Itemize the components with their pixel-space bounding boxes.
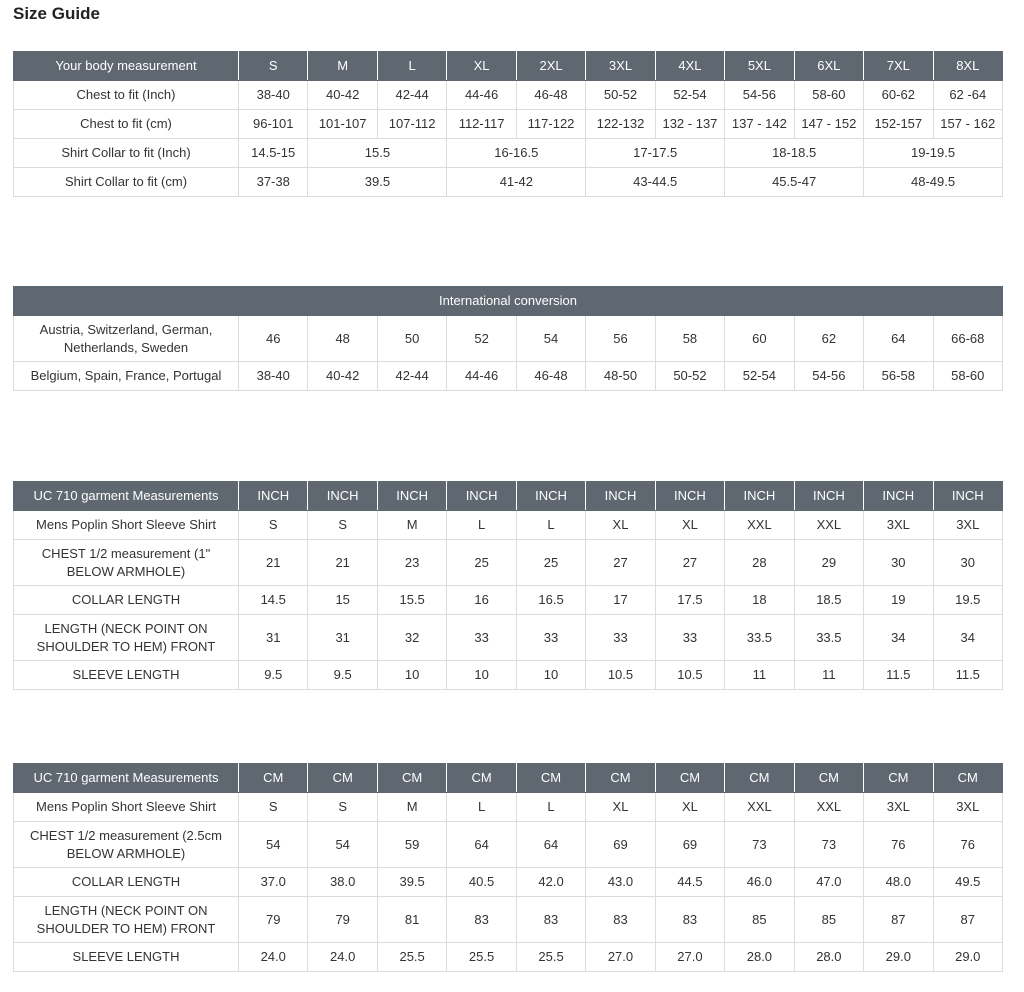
table-row (14, 316, 1003, 362)
table-cell: 79 (308, 897, 377, 943)
table-cell: 33 (447, 615, 516, 661)
column-header: INCH (586, 482, 655, 511)
table-cell: 31 (239, 615, 308, 661)
table-row (14, 168, 1003, 197)
table-cell: 58 (655, 316, 724, 362)
table-cell: 10 (516, 661, 585, 690)
table-cell: 48.0 (864, 868, 933, 897)
table-cell: 44.5 (655, 868, 724, 897)
column-header: INCH (516, 482, 585, 511)
table-cell: 122-132 (586, 110, 655, 139)
table-row (14, 586, 1003, 615)
table-cell: 17.5 (655, 586, 724, 615)
table-cell: XXL (794, 511, 863, 540)
table-cell: 50-52 (586, 81, 655, 110)
column-header: INCH (794, 482, 863, 511)
table-cell: 43-44.5 (586, 168, 725, 197)
table-cell: 66-68 (933, 316, 1002, 362)
row-label: SLEEVE LENGTH (14, 943, 239, 972)
table-cell: 33.5 (725, 615, 794, 661)
table-cell: 21 (239, 540, 308, 586)
column-header: CM (447, 764, 516, 793)
table-cell: 14.5-15 (239, 139, 308, 168)
column-header: INCH (933, 482, 1002, 511)
row-label: COLLAR LENGTH (14, 868, 239, 897)
table-cell: 54 (516, 316, 585, 362)
row-label: Belgium, Spain, France, Portugal (14, 362, 239, 391)
column-header: INCH (308, 482, 377, 511)
table-cell: 76 (933, 822, 1002, 868)
table-cell: 43.0 (586, 868, 655, 897)
table-cell: 31 (308, 615, 377, 661)
table-cell: 62 (794, 316, 863, 362)
row-label: COLLAR LENGTH (14, 586, 239, 615)
column-header: CM (725, 764, 794, 793)
table-cell: 46-48 (516, 362, 585, 391)
table-cell: 9.5 (308, 661, 377, 690)
table-cell: 16 (447, 586, 516, 615)
table-cell: 11 (794, 661, 863, 690)
table-cell: 17 (586, 586, 655, 615)
table-cell: 29.0 (933, 943, 1002, 972)
table-cell: 32 (377, 615, 446, 661)
table-cell: 87 (933, 897, 1002, 943)
row-label: Mens Poplin Short Sleeve Shirt (14, 793, 239, 822)
table-cell: 147 - 152 (794, 110, 863, 139)
table-cell: 137 - 142 (725, 110, 794, 139)
table-cell: 27.0 (586, 943, 655, 972)
table-cell: 48-49.5 (864, 168, 1003, 197)
table-cell: S (308, 511, 377, 540)
table-cell: 11 (725, 661, 794, 690)
table-cell: 132 - 137 (655, 110, 724, 139)
table-cell: 27 (655, 540, 724, 586)
garment-measurements-inch-table (13, 481, 1003, 690)
table-cell: 81 (377, 897, 446, 943)
table-row (14, 868, 1003, 897)
table-row (14, 793, 1003, 822)
column-header: 7XL (864, 52, 933, 81)
table-cell: 10 (447, 661, 516, 690)
column-header: L (377, 52, 446, 81)
body-measurement-table (13, 51, 1003, 197)
table-row (14, 139, 1003, 168)
table-cell: 16-16.5 (447, 139, 586, 168)
table-cell: 37.0 (239, 868, 308, 897)
table-cell: 60-62 (864, 81, 933, 110)
table-cell: 24.0 (308, 943, 377, 972)
column-header: CM (308, 764, 377, 793)
table-cell: 18-18.5 (725, 139, 864, 168)
table-cell: 11.5 (933, 661, 1002, 690)
table-cell: 69 (655, 822, 724, 868)
table-cell: 44-46 (447, 81, 516, 110)
column-header: 5XL (725, 52, 794, 81)
table-cell: 17-17.5 (586, 139, 725, 168)
international-conversion-table (13, 286, 1003, 391)
table-cell: 54-56 (725, 81, 794, 110)
table-cell: 30 (933, 540, 1002, 586)
column-header: INCH (655, 482, 724, 511)
table-cell: L (516, 793, 585, 822)
table-cell: 58-60 (794, 81, 863, 110)
table-header-row (14, 287, 1003, 316)
table-cell: 50 (377, 316, 446, 362)
table-row (14, 81, 1003, 110)
table-cell: S (308, 793, 377, 822)
table-cell: 40.5 (447, 868, 516, 897)
table-row (14, 615, 1003, 661)
table-row (14, 362, 1003, 391)
table-cell: 157 - 162 (933, 110, 1002, 139)
table-cell: 69 (586, 822, 655, 868)
column-header: M (308, 52, 377, 81)
column-header: CM (377, 764, 446, 793)
table-cell: 29.0 (864, 943, 933, 972)
table-cell: XXL (794, 793, 863, 822)
column-header: 6XL (794, 52, 863, 81)
table-cell: 27.0 (655, 943, 724, 972)
table-cell: 83 (447, 897, 516, 943)
table-cell: 64 (864, 316, 933, 362)
column-header: CM (864, 764, 933, 793)
table-cell: XL (655, 793, 724, 822)
table-cell: 25.5 (377, 943, 446, 972)
table-cell: 3XL (864, 793, 933, 822)
column-header: CM (655, 764, 724, 793)
table-cell: 42-44 (377, 81, 446, 110)
table-cell: 25 (516, 540, 585, 586)
table-cell: 54 (239, 822, 308, 868)
table-cell: 10.5 (586, 661, 655, 690)
table-cell: XL (655, 511, 724, 540)
table-cell: 62 -64 (933, 81, 1002, 110)
table-cell: 52-54 (655, 81, 724, 110)
column-header: 3XL (586, 52, 655, 81)
table-cell: 25 (447, 540, 516, 586)
column-header: CM (586, 764, 655, 793)
table-cell: 18 (725, 586, 794, 615)
table-cell: 27 (586, 540, 655, 586)
table-cell: 52 (447, 316, 516, 362)
table-cell: 30 (864, 540, 933, 586)
table-title: International conversion (14, 287, 1003, 316)
table-cell: 112-117 (447, 110, 516, 139)
table-cell: 41-42 (447, 168, 586, 197)
row-label: LENGTH (NECK POINT ON SHOULDER TO HEM) FRONT (14, 897, 239, 943)
table-cell: 15.5 (377, 586, 446, 615)
table-cell: 28.0 (725, 943, 794, 972)
table-cell: 37-38 (239, 168, 308, 197)
table-cell: L (447, 511, 516, 540)
table-cell: 56-58 (864, 362, 933, 391)
table-cell: M (377, 511, 446, 540)
column-header: INCH (725, 482, 794, 511)
table-cell: 38-40 (239, 81, 308, 110)
row-label: Mens Poplin Short Sleeve Shirt (14, 511, 239, 540)
page-title: Size Guide (13, 4, 100, 23)
table-cell: 59 (377, 822, 446, 868)
table-cell: XL (586, 793, 655, 822)
table-cell: 50-52 (655, 362, 724, 391)
table-cell: 15 (308, 586, 377, 615)
column-header: 4XL (655, 52, 724, 81)
table-cell: 33 (516, 615, 585, 661)
table-cell: 16.5 (516, 586, 585, 615)
column-header: S (239, 52, 308, 81)
table-cell: 3XL (933, 511, 1002, 540)
table-cell: 15.5 (308, 139, 447, 168)
column-header: 8XL (933, 52, 1002, 81)
table-cell: 40-42 (308, 81, 377, 110)
table-cell: 39.5 (377, 868, 446, 897)
table-cell: 34 (933, 615, 1002, 661)
table-cell: 10 (377, 661, 446, 690)
column-header: UC 710 garment Measurements (14, 764, 239, 793)
column-header: Your body measurement (14, 52, 239, 81)
table-cell: 101-107 (308, 110, 377, 139)
garment-measurements-cm-table (13, 763, 1003, 972)
table-cell: 24.0 (239, 943, 308, 972)
table-cell: 21 (308, 540, 377, 586)
table-cell: 73 (725, 822, 794, 868)
column-header: CM (794, 764, 863, 793)
row-label: Shirt Collar to fit (Inch) (14, 139, 239, 168)
table-row (14, 540, 1003, 586)
table-cell: 33.5 (794, 615, 863, 661)
row-label: CHEST 1/2 measurement (2.5cm BELOW ARMHOLE) (14, 822, 239, 868)
table-cell: XXL (725, 511, 794, 540)
table-cell: XL (586, 511, 655, 540)
row-label: Chest to fit (Inch) (14, 81, 239, 110)
table-cell: 73 (794, 822, 863, 868)
table-cell: 23 (377, 540, 446, 586)
table-cell: 64 (516, 822, 585, 868)
table-cell: 14.5 (239, 586, 308, 615)
column-header: INCH (864, 482, 933, 511)
table-cell: 33 (655, 615, 724, 661)
table-cell: 107-112 (377, 110, 446, 139)
table-cell: L (516, 511, 585, 540)
table-cell: 44-46 (447, 362, 516, 391)
column-header: CM (239, 764, 308, 793)
table-cell: 87 (864, 897, 933, 943)
table-cell: 85 (794, 897, 863, 943)
table-cell: 79 (239, 897, 308, 943)
table-cell: 117-122 (516, 110, 585, 139)
table-cell: 40-42 (308, 362, 377, 391)
table-cell: 38-40 (239, 362, 308, 391)
row-label: CHEST 1/2 measurement (1" BELOW ARMHOLE) (14, 540, 239, 586)
table-cell: 47.0 (794, 868, 863, 897)
table-cell: 28 (725, 540, 794, 586)
table-cell: 19 (864, 586, 933, 615)
table-cell: 45.5-47 (725, 168, 864, 197)
row-label: LENGTH (NECK POINT ON SHOULDER TO HEM) FRONT (14, 615, 239, 661)
table-row (14, 511, 1003, 540)
table-cell: 60 (725, 316, 794, 362)
table-cell: 25.5 (516, 943, 585, 972)
table-cell: 48 (308, 316, 377, 362)
table-cell: 54 (308, 822, 377, 868)
row-label: Shirt Collar to fit (cm) (14, 168, 239, 197)
table-cell: 46 (239, 316, 308, 362)
table-cell: 29 (794, 540, 863, 586)
table-cell: 85 (725, 897, 794, 943)
table-cell: 9.5 (239, 661, 308, 690)
table-cell: 46.0 (725, 868, 794, 897)
table-cell: 11.5 (864, 661, 933, 690)
column-header: 2XL (516, 52, 585, 81)
table-cell: 96-101 (239, 110, 308, 139)
table-cell: 42-44 (377, 362, 446, 391)
table-cell: 152-157 (864, 110, 933, 139)
table-row (14, 822, 1003, 868)
column-header: UC 710 garment Measurements (14, 482, 239, 511)
table-row (14, 661, 1003, 690)
table-cell: 10.5 (655, 661, 724, 690)
table-cell: S (239, 793, 308, 822)
table-cell: 46-48 (516, 81, 585, 110)
table-cell: 83 (516, 897, 585, 943)
table-cell: 52-54 (725, 362, 794, 391)
table-cell: XXL (725, 793, 794, 822)
column-header: INCH (447, 482, 516, 511)
table-cell: 83 (586, 897, 655, 943)
table-cell: 25.5 (447, 943, 516, 972)
column-header: INCH (239, 482, 308, 511)
table-cell: L (447, 793, 516, 822)
table-header-row (14, 52, 1003, 81)
table-cell: 49.5 (933, 868, 1002, 897)
table-cell: M (377, 793, 446, 822)
table-cell: 19-19.5 (864, 139, 1003, 168)
table-cell: 3XL (864, 511, 933, 540)
table-row (14, 943, 1003, 972)
table-cell: 28.0 (794, 943, 863, 972)
table-cell: 38.0 (308, 868, 377, 897)
table-header-row (14, 482, 1003, 511)
table-cell: 83 (655, 897, 724, 943)
column-header: CM (516, 764, 585, 793)
row-label: SLEEVE LENGTH (14, 661, 239, 690)
table-cell: 48-50 (586, 362, 655, 391)
row-label: Chest to fit (cm) (14, 110, 239, 139)
table-row (14, 897, 1003, 943)
column-header: INCH (377, 482, 446, 511)
row-label: Austria, Switzerland, German, Netherlands, Sweden (14, 316, 239, 362)
table-cell: 39.5 (308, 168, 447, 197)
table-cell: 76 (864, 822, 933, 868)
table-cell: 64 (447, 822, 516, 868)
table-cell: 58-60 (933, 362, 1002, 391)
table-row (14, 110, 1003, 139)
table-cell: 19.5 (933, 586, 1002, 615)
column-header: CM (933, 764, 1002, 793)
table-cell: 18.5 (794, 586, 863, 615)
table-cell: 42.0 (516, 868, 585, 897)
table-cell: 34 (864, 615, 933, 661)
table-cell: 3XL (933, 793, 1002, 822)
table-cell: S (239, 511, 308, 540)
table-cell: 56 (586, 316, 655, 362)
table-header-row (14, 764, 1003, 793)
table-cell: 33 (586, 615, 655, 661)
column-header: XL (447, 52, 516, 81)
table-cell: 54-56 (794, 362, 863, 391)
